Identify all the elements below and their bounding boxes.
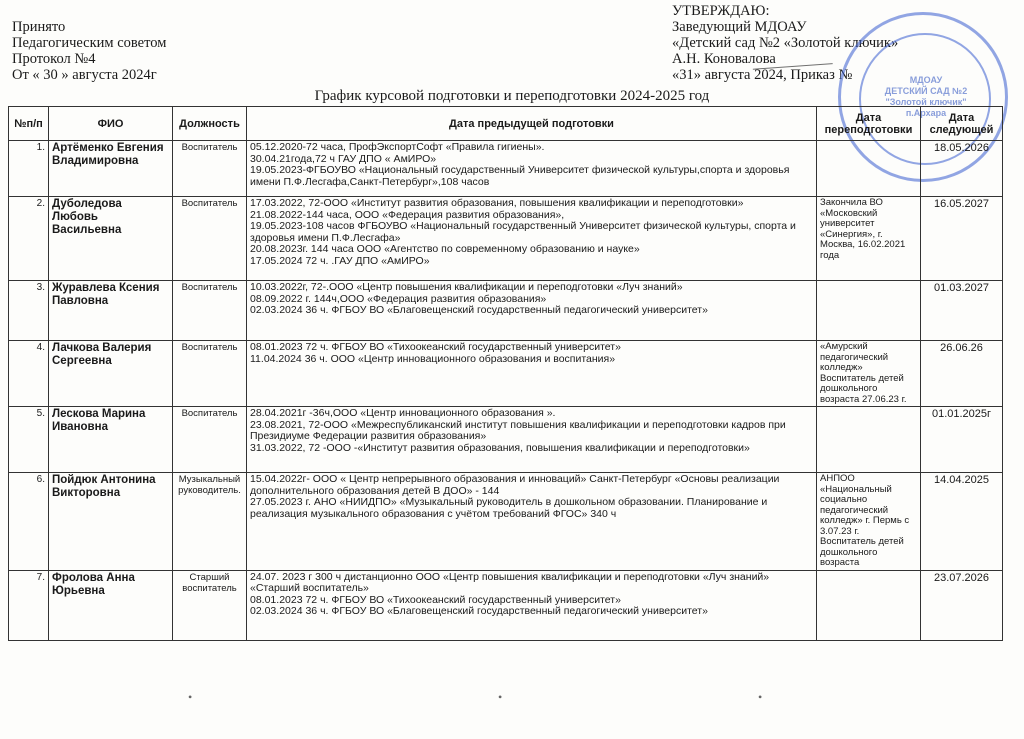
previous-training — [247, 473, 817, 571]
header-left-line: Педагогическим советом — [12, 35, 167, 51]
col-header-previous-training: Дата предыдущей подготовки — [247, 107, 817, 141]
next-training-date: 01.03.2027 — [921, 281, 1003, 341]
previous-training — [247, 570, 817, 640]
training-entry: 21.08.2022-144 часа, ООО «Федерация развития образования», — [250, 208, 565, 221]
row-number: 4. — [9, 341, 49, 407]
training-entry: 10.03.2022г, 72-.ООО «Центр повышения квалификации и переподготовки «Луч знаний» — [250, 281, 683, 293]
header-right-line: «31» августа 2024, Приказ № — [672, 67, 853, 83]
scan-mark: • — [498, 690, 503, 704]
training-entry: 20.08.2023г. 144 часа ООО «Агентство по современному образованию и науке» — [250, 243, 640, 255]
header-left-line: Принято — [12, 19, 66, 35]
retraining-info — [817, 570, 921, 640]
previous-training — [247, 281, 817, 341]
col-header-position: Должность — [173, 107, 247, 141]
employee-name: Артёменко Евгения Владимировна — [49, 141, 173, 197]
row-number: 1. — [9, 141, 49, 197]
header-right-line: «Детский сад №2 «Золотой ключик» — [672, 35, 899, 51]
next-training-date: 23.07.2026 — [921, 570, 1003, 640]
employee-name: Лачкова Валерия Сергеевна — [49, 341, 173, 407]
previous-training — [247, 407, 817, 473]
training-entry: 05.12.2020-72 часа, ПрофЭкспортСофт «Правила гигиены». — [250, 141, 545, 153]
employee-name: Дуболедова Любовь Васильевна — [49, 197, 173, 281]
previous-training — [247, 341, 817, 407]
table-header-row — [9, 107, 1003, 141]
training-entry: 24.07. 2023 г 300 ч дистанционно ООО «Центр повышения квалификации и переподготовки «Луч знаний» «Старший воспитатель» — [250, 570, 770, 594]
row-number: 7. — [9, 570, 49, 640]
table-row — [9, 197, 1003, 281]
employee-position: Воспитатель — [173, 141, 247, 197]
col-header-fio: ФИО — [49, 107, 173, 141]
next-training-date: 26.06.26 — [921, 341, 1003, 407]
header-left — [12, 19, 166, 83]
training-entry: 27.05.2023 г. АНО «НИИДПО» «Музыкальный руководитель в дошкольном образовании. Планирование и реализация музыкального образования с учётом требований ФГОС» 340 ч — [250, 496, 768, 520]
col-header-number: №п/п — [9, 107, 49, 141]
retraining-info: Закончила ВО «Московский университет «Синергия», г. Москва, 16.02.2021 года — [817, 197, 921, 281]
training-entry: 15.04.2022г- ООО « Центр непрерывного образования и инноваций» Санкт-Петербург «Основы реализации дополнительного образования детей В ДОО» - 144 — [250, 473, 780, 497]
row-number: 6. — [9, 473, 49, 571]
stamp-line: МДОАУ — [909, 75, 943, 85]
training-entry: 19.05.2023-108 часов ФГБОУВО «Национальный государственный Университет физической культуры, спорта и здоровья имени П.Ф.Лесгафа» — [250, 220, 796, 244]
header-right-line: А.Н. Коновалова — [672, 51, 776, 67]
row-number: 5. — [9, 407, 49, 473]
employee-name: Фролова Анна Юрьевна — [49, 570, 173, 640]
table-row — [9, 281, 1003, 341]
next-training-date: 18.05.2026 — [921, 141, 1003, 197]
scan-mark: • — [188, 690, 193, 704]
table-row — [9, 141, 1003, 197]
training-entry: 31.03.2022, 72 -ООО -«Институт развития образования, повышения квалификации и переподготовки» — [250, 441, 750, 454]
training-entry: 30.04.21года,72 ч ГАУ ДПО « АмИРО» — [250, 152, 437, 165]
employee-name: Журавлева Ксения Павловна — [49, 281, 173, 341]
table-row — [9, 341, 1003, 407]
header-right-line: Заведующий МДОАУ — [672, 19, 807, 35]
header-left-line: От « 30 » августа 2024г — [12, 67, 157, 83]
retraining-info — [817, 281, 921, 341]
employee-position: Воспитатель — [173, 197, 247, 281]
previous-training — [247, 141, 817, 197]
row-number: 2. — [9, 197, 49, 281]
employee-position: Воспитатель — [173, 281, 247, 341]
table-row — [9, 407, 1003, 473]
header-right-line: УТВЕРЖДАЮ: — [672, 3, 770, 19]
header-left-line: Протокол №4 — [12, 51, 96, 67]
training-entry: 17.03.2022, 72-ООО «Институт развития образования, повышения квалификации и переподготовки» — [250, 197, 744, 209]
next-training-date: 01.01.2025г — [921, 407, 1003, 473]
employee-position: Старший воспитатель — [173, 570, 247, 640]
retraining-info — [817, 407, 921, 473]
training-entry: 11.04.2024 36 ч. ООО «Центр инновационного образования и воспитания» — [250, 352, 616, 365]
retraining-info: «Амурский педагогический колледж» Воспитатель детей дошкольного возраста 27.06.23 г. — [817, 341, 921, 407]
training-entry: 08.01.2023 72 ч. ФГБОУ ВО «Тихоокеанский государственный университет» — [250, 341, 621, 353]
stamp-line: п.Архара — [905, 108, 947, 118]
employee-position: Воспитатель — [173, 341, 247, 407]
training-entry: 19.05.2023-ФГБОУВО «Национальный государственный Университет физической культуры,спорта и здоровья имени П.Ф.Лесгафа,Санкт-Петербург»,108 часов — [250, 164, 790, 188]
col-header-retraining-date: Дата переподготовки — [817, 107, 921, 141]
table-row — [9, 570, 1003, 640]
training-entry: 08.01.2023 72 ч. ФГБОУ ВО «Тихоокеанский государственный университет» — [250, 593, 621, 606]
document-title: График курсовой подготовки и переподготовки 2024-2025 год — [314, 88, 710, 104]
retraining-info: АНПОО «Национальный социально педагогический колледж» г. Пермь с 3.07.23 г. Воспитатель детей дошкольного возраста — [817, 473, 921, 571]
next-training-date: 14.04.2025 — [921, 473, 1003, 571]
table-row — [9, 473, 1003, 571]
training-entry: 28.04.2021г -36ч,ООО «Центр инновационного образования ». — [250, 407, 556, 419]
header-right — [672, 3, 898, 83]
training-entry: 23.08.2021, 72-ООО «Межреспубликанский институт повышения квалификации и переподготовки кадров при Президиуме Федерации развития образования» — [250, 418, 786, 442]
training-entry: 08.09.2022 г. 144ч,ООО «Федерация развития образования» — [250, 292, 547, 305]
employee-position: Воспитатель — [173, 407, 247, 473]
training-entry: 02.03.2024 36 ч. ФГБОУ ВО «Благовещенский государственный педагогический университет» — [250, 605, 708, 617]
stamp-line: ДЕТСКИЙ САД №2 — [884, 86, 968, 96]
scan-mark: • — [758, 690, 763, 704]
col-header-next-date: Дата следующей — [921, 107, 1003, 141]
retraining-info — [817, 141, 921, 197]
employee-position: Музыкальный руководитель. — [173, 473, 247, 571]
row-number: 3. — [9, 281, 49, 341]
employee-name: Лескова Марина Ивановна — [49, 407, 173, 473]
previous-training — [247, 197, 817, 281]
next-training-date: 16.05.2027 — [921, 197, 1003, 281]
training-entry: 02.03.2024 36 ч. ФГБОУ ВО «Благовещенский государственный педагогический университет» — [250, 304, 708, 316]
training-schedule-table — [8, 106, 1003, 641]
stamp-line: "Золотой ключик" — [885, 97, 967, 107]
training-entry: 17.05.2024 72 ч. .ГАУ ДПО «АмИРО» — [250, 254, 430, 267]
employee-name: Пойдюк Антонина Викторовна — [49, 473, 173, 571]
